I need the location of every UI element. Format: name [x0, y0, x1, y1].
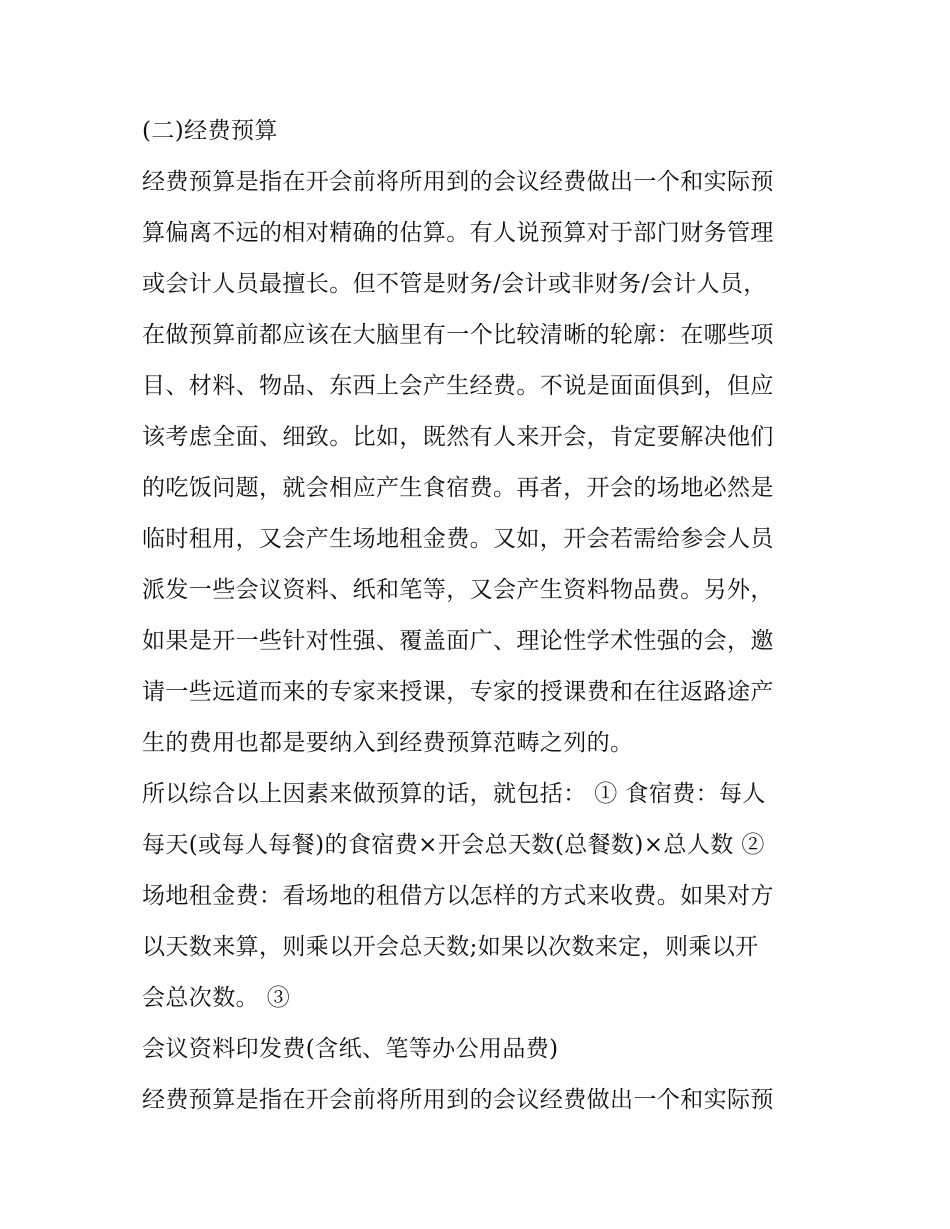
text-line: 生的费用也都是要纳入到经费预算范畴之列的。: [142, 730, 634, 756]
text-line: 或会计人员最擅长。但不管是财务/会计或非财务/会计人员，: [142, 271, 767, 297]
text-line: 派发一些会议资料、纸和笔等，又会产生资料物品费。另外，: [142, 577, 774, 603]
text-line: 会总次数。 ③: [142, 985, 291, 1011]
text-line: 场地租金费：看场地的租借方以怎样的方式来收费。如果对方: [142, 883, 774, 909]
paragraph-budget-intro: [142, 157, 822, 769]
text-line: 每天(或每人每餐)的食宿费×开会总天数(总餐数)×总人数 ②: [142, 832, 765, 858]
text-line: 在做预算前都应该在大脑里有一个比较清晰的轮廓：在哪些项: [142, 322, 774, 348]
paragraph-budget-items: [142, 769, 822, 1024]
document-body: [142, 106, 822, 1126]
text-line: 请一些远道而来的专家来授课，专家的授课费和在往返路途产: [142, 679, 774, 705]
text-line: 算偏离不远的相对精确的估算。有人说预算对于部门财务管理: [142, 220, 774, 246]
text-line: 如果是开一些针对性强、覆盖面广、理论性学术性强的会，邀: [142, 628, 774, 654]
text-line: 目、材料、物品、东西上会产生经费。不说是面面俱到，但应: [142, 373, 774, 399]
text-line: 以天数来算，则乘以开会总天数;如果以次数来定，则乘以开: [142, 934, 759, 960]
text-line: 该考虑全面、细致。比如，既然有人来开会，肯定要解决他们: [142, 424, 774, 450]
paragraph-budget-repeat: [142, 1075, 822, 1126]
text-line: 所以综合以上因素来做预算的话，就包括： ① 食宿费：每人: [142, 781, 766, 807]
text-line: 经费预算是指在开会前将所用到的会议经费做出一个和实际预: [142, 1087, 774, 1113]
section-heading: (二)经费预算: [142, 118, 278, 144]
text-line: 的吃饭问题，就会相应产生食宿费。再者，开会的场地必然是: [142, 475, 774, 501]
text-line: 经费预算是指在开会前将所用到的会议经费做出一个和实际预: [142, 169, 774, 195]
text-line: 临时租用，又会产生场地租金费。又如，开会若需给参会人员: [142, 526, 774, 552]
subheading: 会议资料印发费(含纸、笔等办公用品费): [142, 1036, 559, 1062]
